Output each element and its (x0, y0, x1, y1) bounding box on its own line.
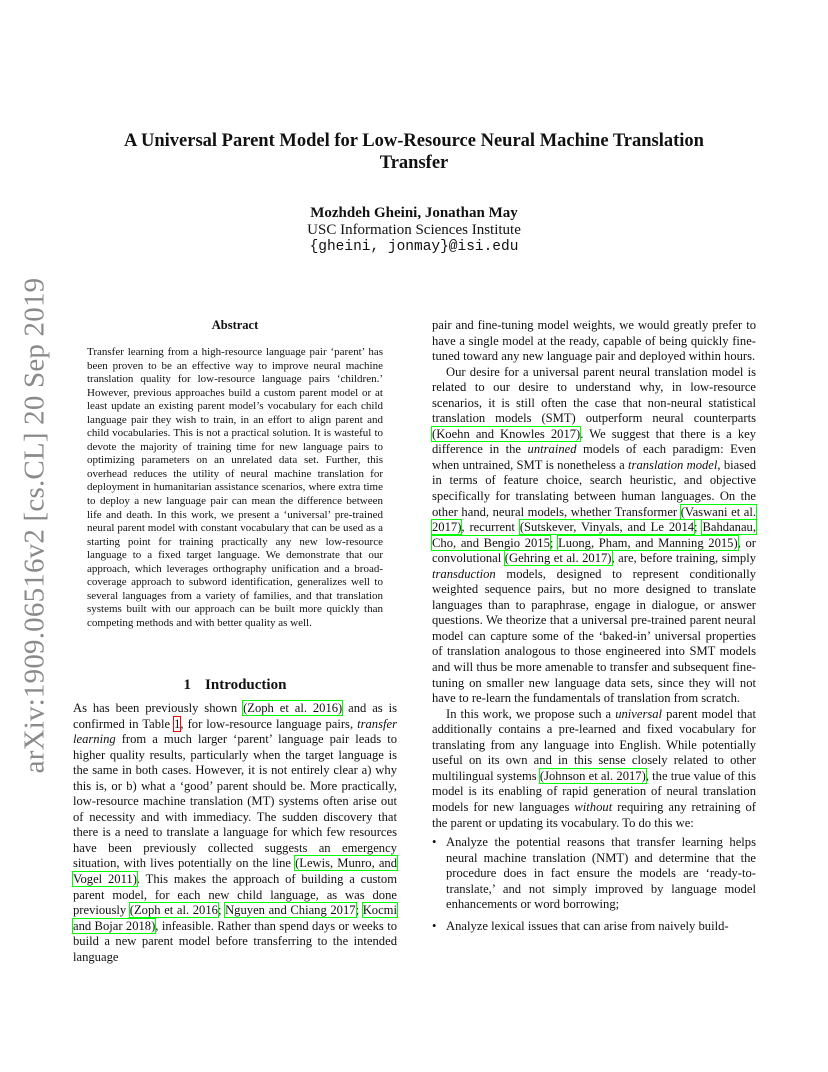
citation-link[interactable]: (Zoph et al. 2016) (243, 701, 343, 715)
citation-link[interactable]: Kocmi and Bojar 2018) (73, 903, 397, 933)
intro-text: . This makes the approach of building a custom parent model, for each new child language, as was done previously (73, 872, 397, 918)
body-text: parent model that additionally contains a pre-learned and fixed vocabulary for translating from any language into English. While potentially useful on its own and in this sense closely related to other multilingual systems (432, 706, 756, 783)
body-text: , the true value of this model is its enabling of rapid generation of neural translation models for new languages (432, 768, 756, 814)
citation-separator: ; (549, 535, 559, 550)
bullet-icon: • (432, 918, 437, 933)
intro-text: , for low-resource language pairs, (180, 716, 358, 731)
citation-separator: ; (694, 520, 703, 535)
body-text: Our desire for a universal parent neural translation model is related to our desire to understand why, in low-resource scenarios, it is still often the case that non-neural statistical translation models (SMT) outperform neural counterparts (432, 364, 756, 426)
body-text: requiring any retraining of the parent or updating its vocabulary. To do this we: (432, 799, 756, 830)
table-reference-link[interactable]: 1 (174, 716, 181, 731)
body-emphasis: without (574, 799, 613, 814)
intro-text: and as is confirmed in Table (73, 701, 397, 731)
body-emphasis: translation model (628, 457, 718, 472)
citation-link[interactable]: (Lewis, Munro, and Vogel 2011) (73, 856, 397, 887)
citation-link[interactable]: (Vaswani et al. 2017) (432, 504, 756, 535)
citation-separator: ; (355, 903, 363, 918)
body-text: , are, before training, simply (611, 551, 756, 566)
body-text: In this work, we propose such a (446, 706, 616, 721)
right-paragraph-3 (432, 707, 756, 831)
section-heading-introduction (73, 677, 397, 694)
body-emphasis: universal (615, 706, 663, 721)
author-block (200, 205, 628, 256)
list-item (432, 918, 756, 935)
citation-link[interactable]: (Gehring et al. 2017) (504, 551, 612, 566)
author-names: Mozhdeh Gheini, Jonathan May (310, 205, 518, 221)
list-item (432, 835, 756, 913)
intro-text: , infeasible. Rather than spend days or weeks to build a new parent model before transferring to the intended language (73, 918, 397, 964)
citation-link[interactable]: (Zoph et al. 2016 (129, 903, 218, 918)
contribution-list (432, 835, 756, 934)
abstract-body: Transfer learning from a high-resource language pair ‘parent’ has been proven to be an effective way to improve neural machine translation quality for low-resource language pairs ‘children.’ However, previous approaches build a custom parent model or at least update an existing parent model’s vocabulary for each child language pair they wish to train, in an effort to align parent and child vocabularies. This is not a practical solution. It is wasteful to devote the majority of training time for new language pairs to optimizing parameters on an unrelated data set. Further, this overhead reduces the utility of neural machine translation for deployment in humanitarian assistance scenarios, where extra time to deploy a new language pair can mean the difference between life and death. In this work, we present a ‘universal’ pre-trained neural parent model with constant vocabulary that can be used as a starting point for training practically any new low-resource language to a fixed target language. We demonstrate that our approach, which leverages orthography unification and a broad-coverage approach to subword identification, generalizes well to several languages from a variety of families, and that translation systems built with our approach can be built more quickly than competing methods and with better quality as well. (87, 346, 383, 629)
author-affiliation: USC Information Sciences Institute (307, 222, 521, 238)
intro-text: from a much larger ‘parent’ language pair leads to higher quality results, particularly when the target language is the same in both cases. However, it is not entirely clear a) why this is, or b) what a ‘good’ parent should be. More practically, low-resource machine translation (MT) systems often arise out of necessity and with immediacy. The sudden discovery that there is a need to translate a language for which few resources have been previously collected suggests an emergency situation, with lives potentially on the line (73, 732, 397, 871)
right-column (432, 318, 756, 940)
section-title: Introduction (205, 677, 287, 693)
citation-link[interactable]: (Johnson et al. 2017) (539, 768, 646, 783)
citation-link[interactable]: Nguyen and Chiang 2017 (225, 903, 356, 918)
paper-title: A Universal Parent Model for Low-Resource Neural Machine Translation Transfer (124, 131, 704, 173)
abstract-heading: Abstract (211, 318, 259, 332)
right-paragraph-1: pair and fine-tuning model weights, we would greatly prefer to have a single model at the ready, capable of being quickly fine-tuned toward any new language pair and deployed within hours. (432, 318, 756, 364)
body-emphasis: transduction (432, 566, 496, 581)
intro-emphasis: transfer learning (73, 716, 397, 747)
citation-separator: ; (217, 903, 226, 918)
body-emphasis: untrained (527, 442, 577, 457)
section-number: 1 (183, 677, 192, 693)
right-paragraph-2 (432, 365, 756, 707)
bullet-icon: • (432, 835, 437, 850)
citation-link[interactable]: (Sutskever, Vinyals, and Le 2014 (519, 520, 695, 535)
body-text: , or convolutional (432, 535, 756, 566)
citation-link[interactable]: (Koehn and Knowles 2017) (432, 426, 581, 441)
body-text: , recurrent (461, 520, 520, 535)
introduction-paragraph (73, 701, 397, 965)
citation-link[interactable]: Luong, Pham, and Manning 2015) (558, 535, 738, 550)
list-item-text: Analyze lexical issues that can arise from naively build- (446, 918, 729, 933)
citation-link[interactable]: Bahdanau, Cho, and Bengio 2015 (432, 520, 756, 550)
body-text: , biased in terms of feature choice, search heuristic, and objective specifically for translating between human languages. On the other hand, neural models, whether Transformer (432, 457, 756, 519)
body-text: models, designed to represent conditionally weighted sequence pairs, but no more designed to translate languages than to paraphrase, engage in dialogue, or answer questions. We theorize that a universal pre-trained parent neural model can capture some of the ‘baked-in’ universal properties of translation analogous to those engineered into SMT models and will thus be more amenable to transfer and subsequent fine-tuning on smaller new language data sets, since they will not have to re-learn the fundamentals of translation from scratch. (432, 566, 756, 706)
arxiv-identifier (18, 277, 51, 773)
arxiv-identifier-text: arXiv:1909.06516v2 [cs.CL] 20 Sep 2019 (18, 277, 51, 773)
list-item-text: Analyze the potential reasons that transfer learning helps neural machine translation (NMT) and determine that the procedure does in fact ensure the models are ‘ready-to-translate,’ and not simply improved by language model enhancements or word borrowing; (446, 835, 756, 912)
intro-text: As has been previously shown (73, 701, 244, 715)
body-text: models of each paradigm: Even when untrained, SMT is nonetheless a (432, 442, 756, 472)
body-text: . We suggest that there is a key difference in the (432, 426, 757, 457)
author-email: {gheini, jonmay}@isi.edu (309, 239, 519, 255)
